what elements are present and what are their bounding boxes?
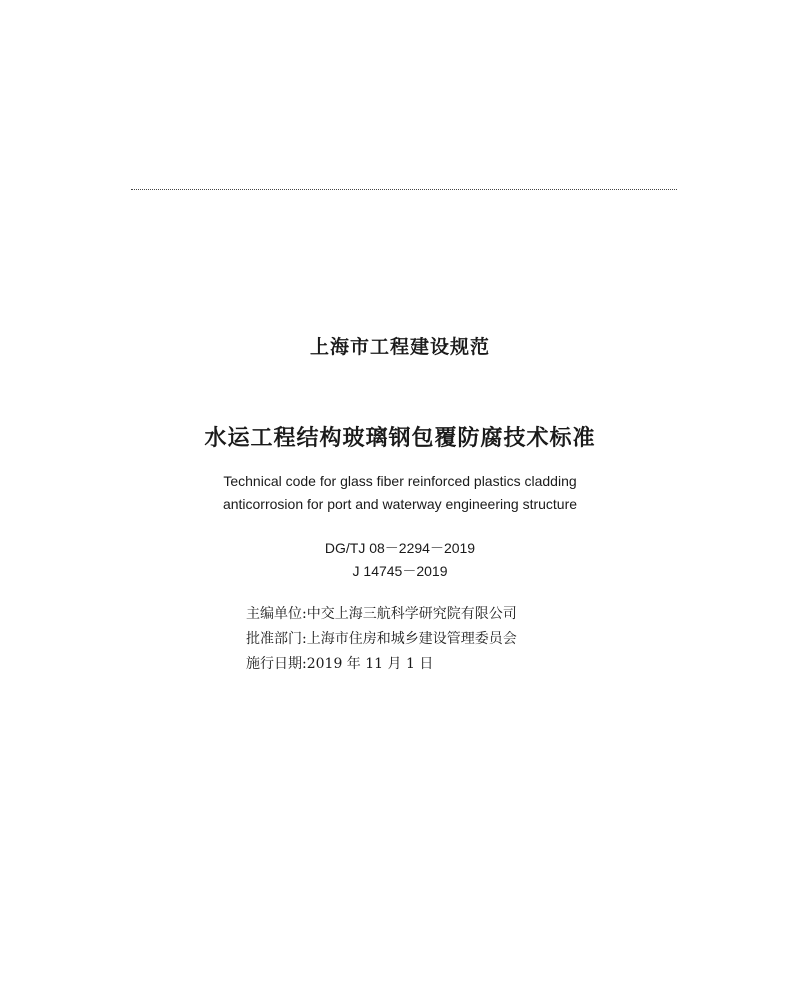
record-code: J 14745－2019 (352, 563, 448, 579)
document-title-en-line-1: Technical code for glass fiber reinforced plastics cladding (223, 473, 577, 489)
header-dotted-rule (131, 189, 677, 190)
series-title: 上海市工程建设规范 (309, 336, 490, 358)
document-title-en-line-2: anticorrosion for port and waterway engineering structure (222, 496, 578, 512)
chief-editor-unit: 主编单位:中交上海三航科学研究院有限公司 (246, 606, 517, 622)
standard-code: DG/TJ 08－2294－2019 (324, 540, 476, 556)
effective-date: 施行日期:2019 年 11 月 1 日 (246, 656, 434, 672)
approval-department: 批准部门:上海市住房和城乡建设管理委员会 (246, 631, 517, 647)
document-title-cn: 水运工程结构玻璃钢包覆防腐技术标准 (204, 426, 596, 451)
